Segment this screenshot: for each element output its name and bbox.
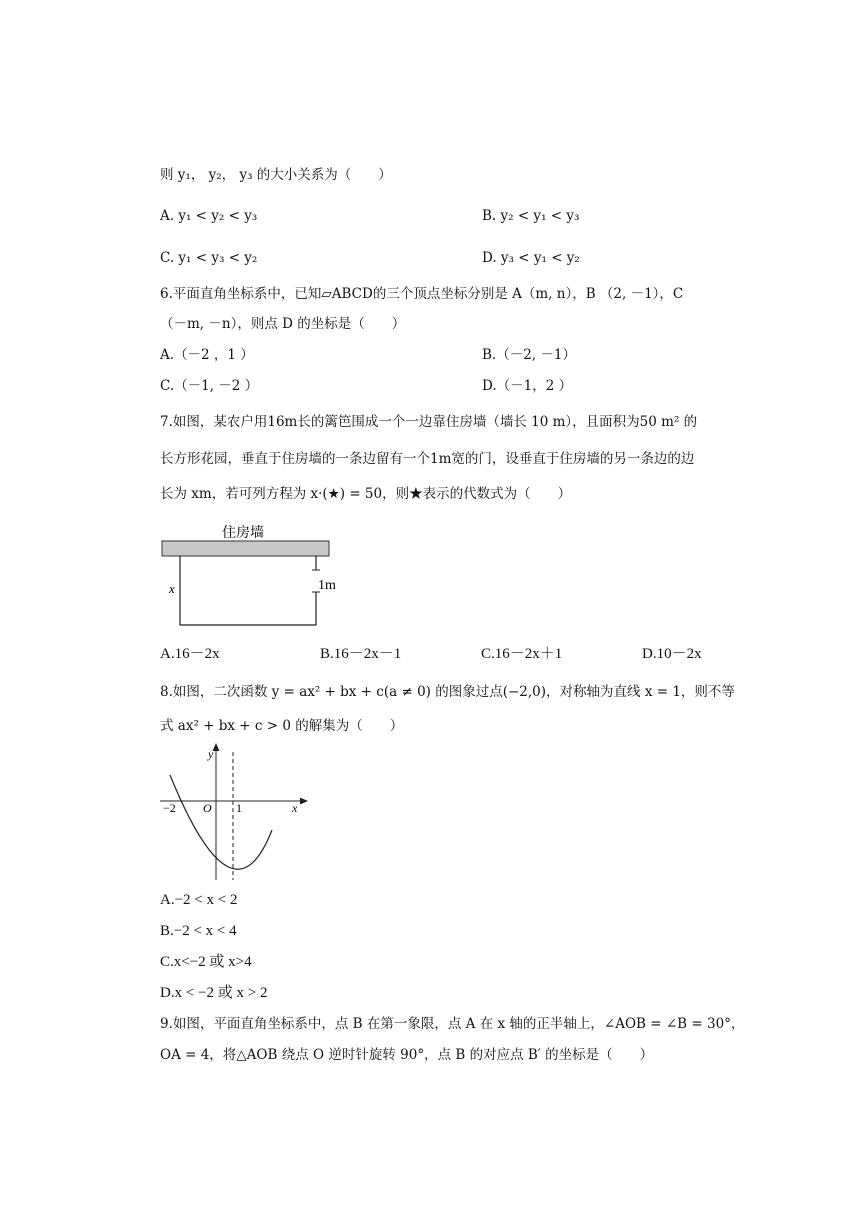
q8-tick-neg2: −2 xyxy=(163,801,176,815)
q8-stem-line1: 8.如图，二次函数 y = ax² + bx + c(a ≠ 0) 的图象过点(−2,0)，对称轴为直线 x = 1，则不等 xyxy=(160,684,735,700)
q8-parabola-curve xyxy=(170,775,272,869)
q8-x-label: x xyxy=(292,801,298,815)
q5-stem: 则 y₁， y₂， y₃ 的大小关系为（ ） xyxy=(160,167,392,183)
q6-option-b[interactable]: B.（－2, －1） xyxy=(482,347,576,363)
q7-garden-figure xyxy=(150,520,350,635)
q8-parabola-figure xyxy=(158,740,313,885)
q8-origin-label: O xyxy=(203,801,212,815)
q9-stem-line1: 9.如图，平面直角坐标系中，点 B 在第一象限，点 A 在 x 轴的正半轴上，∠AOB = ∠B = 30°， xyxy=(160,1016,745,1032)
q8-y-arrow xyxy=(213,743,220,751)
q6-option-a[interactable]: A.（－2 ，1 ） xyxy=(160,347,254,363)
q7-wall-label: 住房墙 xyxy=(222,526,264,541)
q7-stem-line2: 长方形花园，垂直于住房墙的一条边留有一个1m宽的门，设垂直于住房墙的另一条边的边 xyxy=(160,451,695,467)
q7-option-a[interactable]: A.16－2x xyxy=(160,646,220,662)
q6-stem-line2: （－m, －n），则点 D 的坐标是（ ） xyxy=(160,316,406,332)
q5-option-b[interactable]: B. y₂ < y₁ < y₃ xyxy=(482,208,580,224)
q8-option-a[interactable]: A.−2 < x < 2 xyxy=(160,892,238,908)
q8-option-d[interactable]: D.x < −2 或 x > 2 xyxy=(160,985,268,1001)
q7-stem-line1: 7.如图，某农户用16m长的篱笆围成一个一边靠住房墙（墙长 10 m），且面积为50 m² 的 xyxy=(160,414,698,430)
q8-y-label: y xyxy=(208,747,214,761)
q7-option-d[interactable]: D.10－2x xyxy=(642,646,702,662)
q7-wall-shape xyxy=(162,541,329,556)
q8-option-c[interactable]: C.x<−2 或 x>4 xyxy=(160,954,252,970)
q7-fence-left-bottom xyxy=(180,556,316,625)
q8-x-arrow xyxy=(300,798,308,805)
q9-stem-line2: OA = 4，将△AOB 绕点 O 逆时针旋转 90°，点 B 的对应点 B′ 的坐标是（ ） xyxy=(160,1047,654,1063)
q6-option-c[interactable]: C.（－1, －2 ） xyxy=(160,378,259,394)
q8-tick-1: 1 xyxy=(236,801,242,815)
q7-stem-line3: 长为 xm，若可列方程为 x·(★) = 50，则★表示的代数式为（ ） xyxy=(160,486,572,502)
q7-option-c[interactable]: C.16－2x＋1 xyxy=(481,646,563,662)
q5-option-d[interactable]: D. y₃ < y₁ < y₂ xyxy=(482,250,580,266)
q5-option-a[interactable]: A. y₁ < y₂ < y₃ xyxy=(160,208,258,224)
q6-option-d[interactable]: D.（－1，2 ） xyxy=(482,378,573,394)
q7-x-label: x xyxy=(169,581,175,596)
q8-stem-line2: 式 ax² + bx + c > 0 的解集为（ ） xyxy=(160,718,404,734)
q6-stem-line1: 6.平面直角坐标系中，已知▱ABCD的三个顶点坐标分别是 A（m, n），B （2, －1），C xyxy=(160,286,684,302)
q8-option-b[interactable]: B.−2 < x < 4 xyxy=(160,923,237,939)
q7-door-label: 1m xyxy=(318,578,336,593)
q7-option-b[interactable]: B.16－2x－1 xyxy=(320,646,402,662)
q5-option-c[interactable]: C. y₁ < y₃ < y₂ xyxy=(160,250,258,266)
